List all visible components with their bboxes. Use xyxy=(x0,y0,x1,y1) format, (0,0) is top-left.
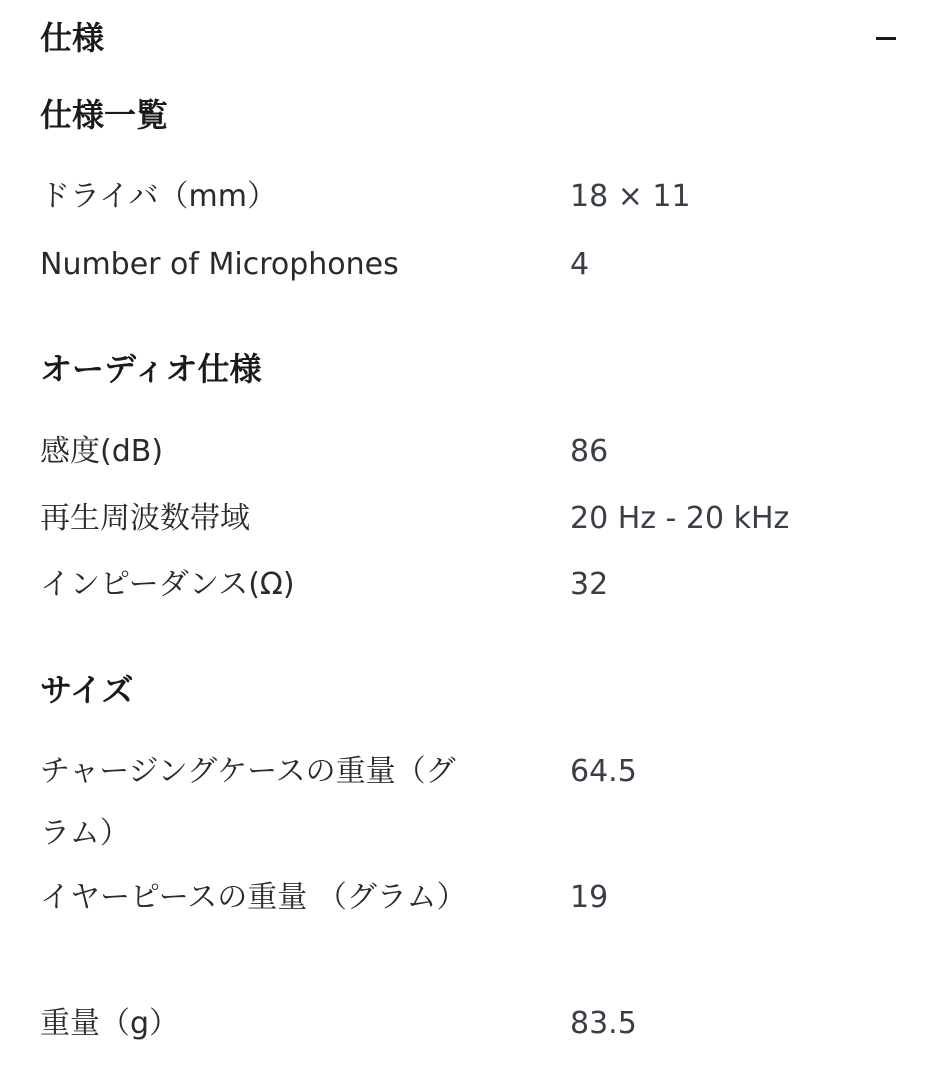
section-heading: オーディオ仕様 xyxy=(40,350,262,388)
spec-label: インピーダンス(Ω) xyxy=(40,567,295,602)
spec-label: 感度(dB) xyxy=(40,434,164,469)
spec-value: 19 xyxy=(570,880,609,915)
spec-label: チャージングケースの重量（グラム） xyxy=(40,754,456,851)
spec-label: ドライバ（mm） xyxy=(40,179,277,214)
accordion-title: 仕様 xyxy=(40,19,105,57)
spec-value: 32 xyxy=(570,567,609,602)
spec-value: 20 Hz - 20 kHz xyxy=(570,501,790,536)
spec-value: 64.5 xyxy=(570,754,637,789)
section-heading: サイズ xyxy=(40,671,134,709)
spec-value: 83.5 xyxy=(570,1006,637,1041)
spec-label: 再生周波数帯域 xyxy=(40,501,250,536)
specs-accordion-header[interactable] xyxy=(0,0,937,76)
spec-label: Number of Microphones xyxy=(40,247,399,282)
section-heading: 仕様一覧 xyxy=(40,96,169,134)
minus-icon[interactable] xyxy=(874,20,900,56)
spec-value: 86 xyxy=(570,434,609,469)
spec-label: 重量（g） xyxy=(40,1006,180,1041)
spec-value: 18 × 11 xyxy=(570,179,691,214)
spec-label: イヤーピースの重量 （グラム） xyxy=(40,880,467,915)
spec-value: 4 xyxy=(570,247,590,282)
